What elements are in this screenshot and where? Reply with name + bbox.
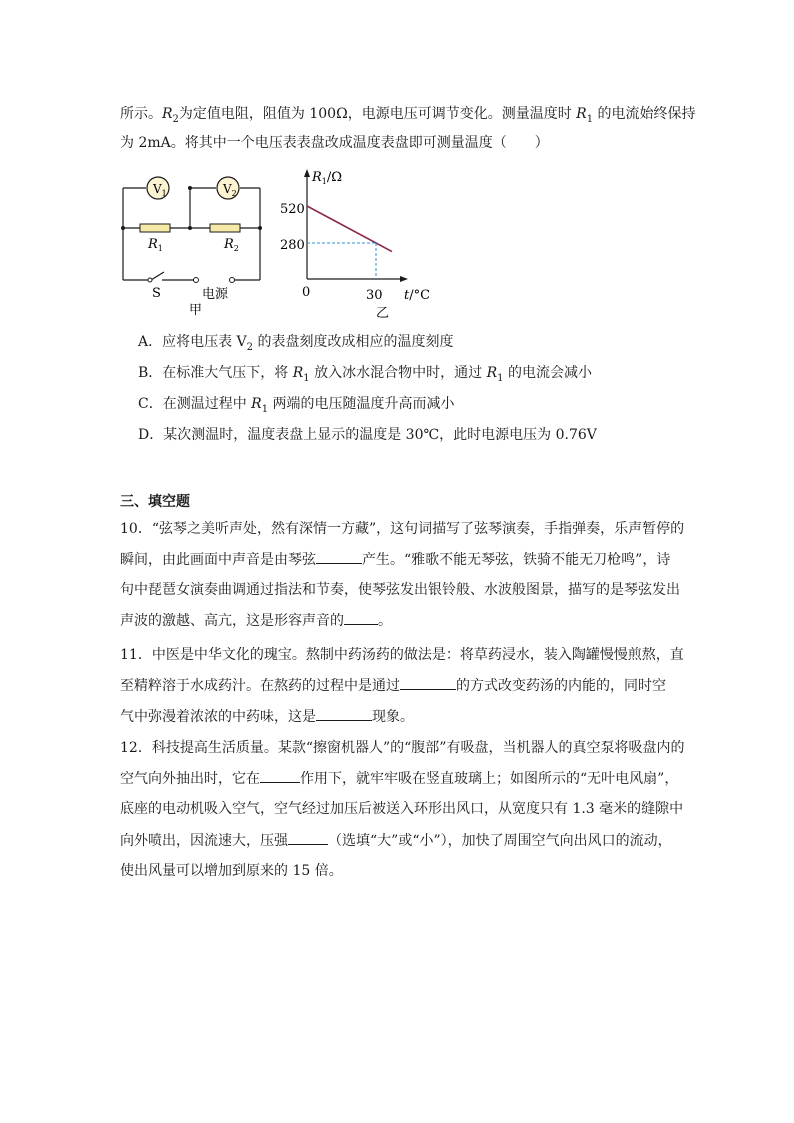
q12-line-5: 使出风量可以增加到原来的 15 倍。 (120, 863, 343, 879)
q10-line-3: 句中琵琶女演奏曲调通过指法和节奏，使琴弦发出银铃般、水波般图景，描写的是琴弦发出 (120, 582, 680, 598)
x-tick-0: 0 (302, 285, 311, 300)
switch-icon (148, 278, 152, 282)
source-label: 电源 (202, 287, 229, 302)
option-c (138, 394, 455, 420)
circuit-caption: 甲 (189, 303, 203, 318)
r1-symbol: R (292, 365, 304, 381)
q11-line-3 (120, 706, 414, 727)
resistor-r1-icon (140, 224, 170, 232)
y-axis-arrow-icon (304, 169, 310, 177)
y-tick-280: 280 (280, 238, 305, 253)
r2-symbol: R (162, 106, 173, 122)
option-b (138, 363, 592, 389)
q11-text: 气中弥漫着浓浓的中药味，这是 (120, 709, 316, 725)
switch-label: S (152, 286, 161, 301)
x-axis-arrow-icon (400, 276, 408, 282)
option-a (138, 332, 454, 358)
r1-subscript: 1 (586, 113, 594, 125)
q10-line-1: 10．“弦琴之美听声处，然有深情一方藏”，这句词描写了弦琴演奏，手指弹奏，乐声暂停的 (120, 521, 685, 537)
option-d: D．某次测温时，温度表盘上显示的温度是 30℃，此时电源电压为 0.76V (138, 427, 597, 443)
q10-text: 瞬间，由此画面中声音是由琴弦 (120, 552, 316, 568)
r1-label: $R_1$ (148, 237, 163, 253)
intro-text: 的电流始终保持 (593, 106, 696, 122)
q11-text: 现象。 (372, 709, 414, 725)
intro-text: 为定值电阻，阻值为 100Ω，电源电压可调节变化。测量温度时 (178, 106, 577, 122)
q12-text: 作用下，就牢牢吸在竖直玻璃上；如图所示的“无叶电风扇”， (300, 771, 679, 787)
q12-line-4 (120, 830, 672, 851)
source-terminal-icon (230, 278, 235, 283)
v2-label: $V_2$ (223, 182, 237, 198)
option-a-text: 的表盘刻度改成相应的温度刻度 (253, 334, 454, 350)
r1-symbol: R (486, 365, 498, 381)
answer-blank[interactable] (400, 675, 456, 690)
intro-text: 所示。 (120, 106, 162, 122)
intro-line-2: 为 2mA。将其中一个电压表表盘改成温度表盘即可测量温度（ ） (120, 135, 549, 151)
answer-blank[interactable] (288, 830, 328, 845)
intro-line-1 (120, 104, 696, 130)
q10-text: 产生。“雅歌不能无琴弦，铁骑不能无刀枪鸣”，诗 (362, 552, 671, 568)
option-a-text: A．应将电压表 V (138, 334, 247, 350)
option-b-text: B．在标准大气压下，将 (138, 365, 293, 381)
r1-subscript: 1 (497, 372, 504, 384)
r1-symbol: R (251, 396, 262, 412)
q11-line-1: 11．中医是中华文化的瑰宝。熬制中药汤药的做法是：将草药浸水，装入陶罐慢慢煎熬，直 (120, 647, 684, 663)
resistor-r2-icon (210, 224, 240, 232)
resistance-temperature-graph (280, 163, 440, 319)
r1-subscript: 1 (303, 372, 310, 384)
r1-symbol: R (576, 106, 587, 122)
option-c-text: C．在测温过程中 (138, 396, 252, 412)
source-terminal-icon (194, 278, 199, 283)
resistance-line (307, 206, 392, 252)
q12-line-3: 底座的电动机吸入空气，空气经过加压后被送入环形出风口，从宽度只有 1.3 毫米的缝隙中 (120, 801, 684, 817)
x-tick-30: 30 (366, 288, 383, 303)
q10-text: 声波的激越、高亢，这是形容声音的 (120, 613, 344, 629)
graph-caption: 乙 (376, 306, 390, 319)
option-b-text: 放入冰水混合物中时，通过 (309, 365, 487, 381)
q11-line-2 (120, 675, 666, 696)
y-tick-520: 520 (280, 202, 305, 217)
q11-text: 的方式改变药汤的内能的，同时空 (456, 678, 666, 694)
r2-subscript: 2 (172, 113, 179, 125)
answer-blank[interactable] (260, 768, 300, 783)
q10-text: 。 (378, 613, 392, 629)
x-axis-label: t/°C (404, 288, 431, 303)
answer-blank[interactable] (316, 549, 362, 564)
option-c-text: 两端的电压随温度升高而减小 (268, 396, 455, 412)
y-axis-label: $R_1/\Omega$ (312, 170, 343, 186)
answer-blank[interactable] (316, 706, 372, 721)
v1-label: $V_1$ (153, 182, 167, 198)
q10-line-2 (120, 549, 670, 570)
q12-text: （选填“大”或“小”），加快了周围空气向出风口的流动， (328, 833, 672, 849)
answer-blank[interactable] (344, 610, 378, 625)
q12-line-2 (120, 768, 678, 789)
option-b-text: 的电流会减小 (503, 365, 592, 381)
q12-text: 向外喷出，因流速大，压强 (120, 833, 288, 849)
r2-label: $R_2$ (224, 237, 239, 253)
q12-text: 空气向外抽出时，它在 (120, 771, 260, 787)
r1-subscript: 1 (261, 403, 269, 415)
circuit-diagram (118, 170, 268, 318)
section-title: 三、填空题 (120, 494, 190, 510)
q10-line-4 (120, 610, 392, 631)
q12-line-1: 12．科技提高生活质量。某款“擦窗机器人”的“腹部”有吸盘，当机器人的真空泵将吸盘内的 (120, 740, 685, 756)
option-a-subscript: 2 (246, 341, 254, 353)
q11-text: 至精粹溶于水成药汁。在熬药的过程中是通过 (120, 678, 400, 694)
